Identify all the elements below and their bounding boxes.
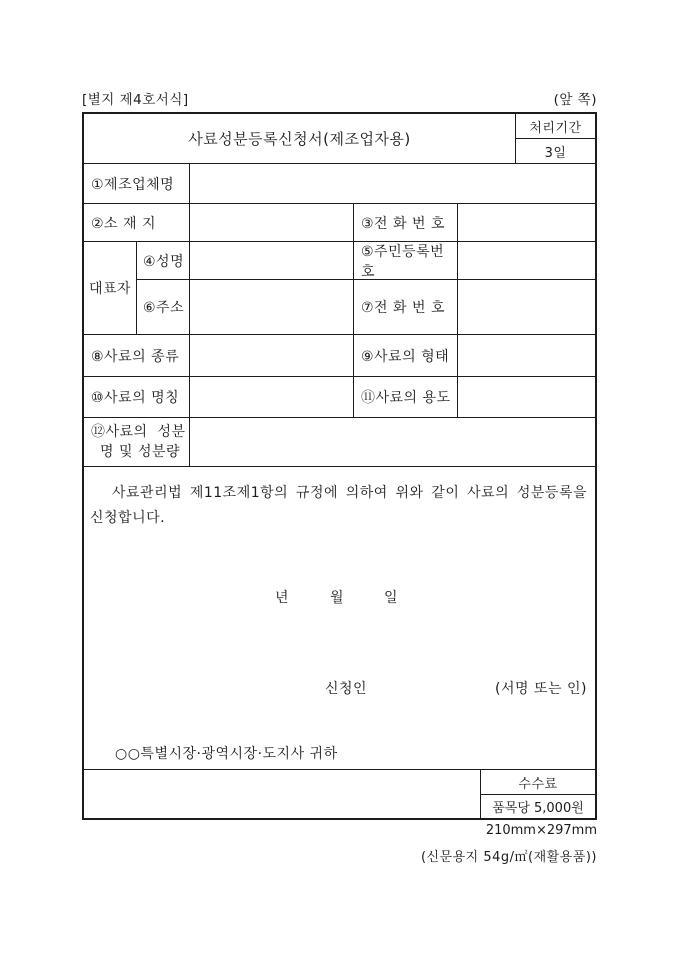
- rep-phone-label: ⑦전 화 번 호: [354, 280, 458, 334]
- feed-kind-label: ⑧사료의 종류: [84, 335, 190, 376]
- rep-phone-field[interactable]: [458, 280, 595, 334]
- paper-stock-note: (신문용지 54g/㎡(재활용품)): [420, 850, 597, 865]
- feed-kind-field[interactable]: [190, 335, 354, 376]
- rep-address-field[interactable]: [190, 280, 354, 334]
- rep-address-label: ⑥주소: [137, 280, 190, 334]
- day-label: 일: [384, 590, 399, 606]
- feed-use-field[interactable]: [458, 377, 595, 417]
- representative-address-row: [137, 280, 595, 334]
- rep-resident-no-field[interactable]: [458, 242, 595, 279]
- header-row: [84, 114, 595, 164]
- representative-name-row: [137, 242, 595, 280]
- fee-box: [480, 770, 595, 818]
- declaration-statement: [90, 481, 589, 531]
- form-title: 사료성분등록신청서(제조업자용): [84, 114, 516, 163]
- processing-period-box: [516, 114, 595, 163]
- fee-left-empty-cell: [84, 770, 480, 818]
- declaration-line1: 사료관리법 제11조제1항의 규정에 의하여 위와 같이 사료의 성분등록을: [112, 485, 587, 501]
- feed-name-use-row: [84, 377, 595, 418]
- address-field[interactable]: [190, 204, 354, 241]
- declaration-line2: 신청합니다.: [90, 510, 166, 526]
- phone-label: ③전 화 번 호: [354, 204, 458, 241]
- application-form-table: [82, 112, 597, 820]
- feed-name-field[interactable]: [190, 377, 354, 417]
- signature-or-seal-note: (서명 또는 인): [495, 681, 587, 697]
- manufacturer-name-field[interactable]: [190, 164, 595, 203]
- applicant-label: 신청인: [325, 681, 368, 697]
- address-phone-row: [84, 204, 595, 242]
- front-side-note: (앞 쪽): [553, 92, 597, 108]
- paper-size-note: 210mm×297mm: [485, 823, 597, 838]
- feed-kind-form-row: [84, 335, 595, 377]
- feed-form-field[interactable]: [458, 335, 595, 376]
- rep-resident-no-label: ⑤주민등록번호: [354, 242, 458, 279]
- feed-components-label-line2: 명 및 성분량: [100, 444, 181, 460]
- address-label: ②소 재 지: [84, 204, 190, 241]
- feed-components-field[interactable]: [190, 418, 595, 466]
- year-label: 년: [275, 590, 290, 606]
- rep-name-label: ④성명: [137, 242, 190, 279]
- representative-label: 대표자: [84, 242, 137, 334]
- representative-block: [84, 242, 595, 335]
- declaration-section: [84, 467, 595, 770]
- manufacturer-name-label: ①제조업체명: [84, 164, 190, 203]
- addressee-line: ○○특별시장·광역시장·도지사 귀하: [115, 746, 338, 762]
- feed-components-label-line1: ⑫사료의 성분: [91, 424, 186, 440]
- fee-label: 수수료: [481, 770, 595, 795]
- fee-row: [84, 770, 595, 818]
- fee-value: 품목당 5,000원: [492, 801, 584, 816]
- month-label: 월: [330, 590, 345, 606]
- phone-field[interactable]: [458, 204, 595, 241]
- feed-use-label: ⑪사료의 용도: [354, 377, 458, 417]
- date-line: [84, 587, 595, 607]
- applicant-line: [84, 678, 595, 698]
- rep-name-field[interactable]: [190, 242, 354, 279]
- processing-period-label: 처리기간: [516, 114, 595, 139]
- feed-components-row: [84, 418, 595, 467]
- feed-components-label: [84, 418, 190, 466]
- processing-period-value: 3일: [544, 145, 567, 161]
- feed-name-label: ⑩사료의 명칭: [84, 377, 190, 417]
- feed-form-label: ⑨사료의 형태: [354, 335, 458, 376]
- form-code-note: [별지 제4호서식]: [82, 92, 189, 108]
- manufacturer-name-row: [84, 164, 595, 204]
